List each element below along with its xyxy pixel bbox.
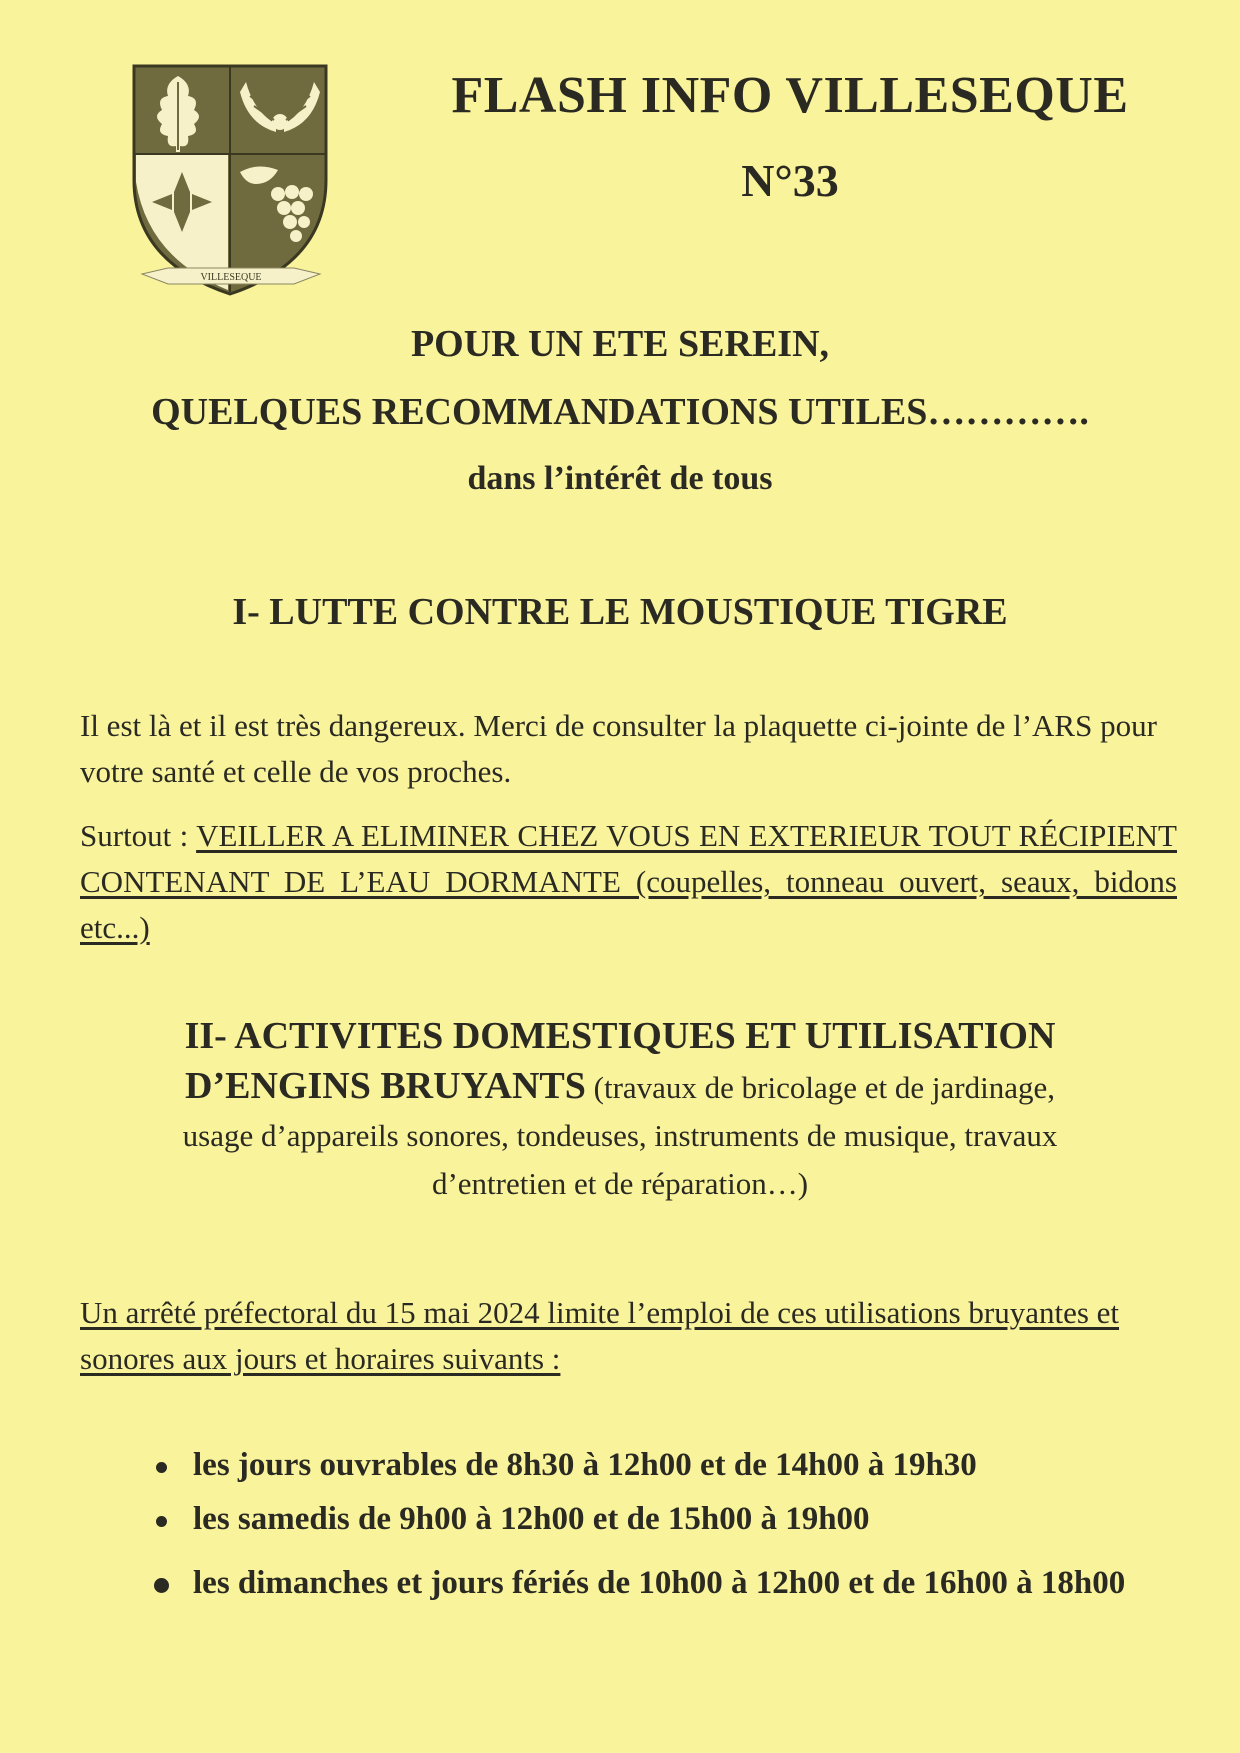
- list-item: [150, 1558, 1180, 1608]
- headline-line-2: QUELQUES RECOMMANDATIONS UTILES………….: [151, 391, 1089, 433]
- crest-banner-text: VILLESEQUE: [200, 272, 262, 283]
- headline-line-3: dans l’intérêt de tous: [467, 460, 773, 497]
- section-2-heading: [60, 1012, 1180, 1208]
- bullet-icon: [156, 1516, 167, 1527]
- section-1-text: Il est là et il est très dangereux. Merci de consulter la plaquette ci-jointe de l’ARS pour votre santé et celle de vos proches.: [80, 708, 1157, 789]
- section-1-title: I- LUTTE CONTRE LE MOUSTIQUE TIGRE: [232, 591, 1008, 633]
- hours-sundays-holidays: les dimanches et jours fériés de 10h00 à 12h00 et de 16h00 à 18h00: [193, 1565, 1126, 1601]
- section-2-detail-part-1: (travaux de bricolage et de jardinage,: [593, 1070, 1055, 1105]
- section-2-title-line-1: II- ACTIVITES DOMESTIQUES ET UTILISATION: [184, 1015, 1056, 1057]
- issue-number: N°33: [741, 155, 839, 206]
- section-2-title-line-2: D’ENGINS BRUYANTS: [185, 1065, 586, 1107]
- allowed-hours-list: [150, 1440, 1180, 1612]
- list-item: [150, 1494, 1180, 1544]
- bullet-icon: [154, 1578, 169, 1593]
- section-2-detail-part-3: d’entretien et de réparation…): [431, 1166, 809, 1201]
- list-item: [150, 1440, 1180, 1490]
- surtout-instruction: VEILLER A ELIMINER CHEZ VOUS EN EXTERIEUR TOUT RÉCIPIENT CONTENANT DE L’EAU DORMANTE (coupelles, tonneau ouvert, seaux, bidons etc...): [80, 818, 1177, 945]
- decree-text: Un arrêté préfectoral du 15 mai 2024 limite l’emploi de ces utilisations bruyantes et sonores aux jours et horaires suivants :: [80, 1295, 1120, 1376]
- page-title: FLASH INFO VILLESEQUE: [451, 67, 1129, 124]
- village-crest-logo: [128, 62, 333, 302]
- surtout-label: Surtout :: [80, 818, 189, 853]
- hours-weekdays: les jours ouvrables de 8h30 à 12h00 et de 14h00 à 19h30: [193, 1447, 977, 1483]
- section-2-detail-part-2: usage d’appareils sonores, tondeuses, instruments de musique, travaux: [182, 1118, 1058, 1153]
- hours-saturdays: les samedis de 9h00 à 12h00 et de 15h00 à 19h00: [193, 1501, 870, 1537]
- section-1-recommendation: [80, 813, 1177, 951]
- headline-line-1: POUR UN ETE SEREIN,: [410, 323, 830, 365]
- bullet-icon: [156, 1462, 167, 1473]
